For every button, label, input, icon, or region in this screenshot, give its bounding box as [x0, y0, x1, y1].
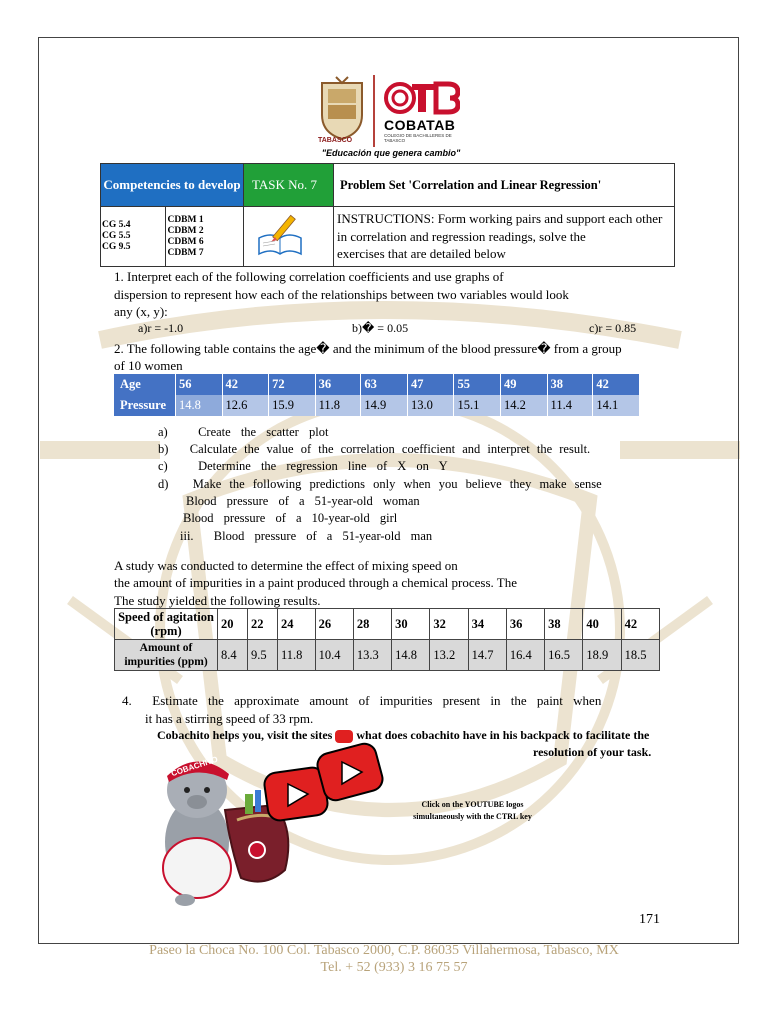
- help-text-end: what does cobachito have in his backpack to facilitate the: [356, 728, 650, 742]
- cdbm-list: [166, 207, 244, 267]
- prediction-item: Blood pressure of a 10-year-old girl: [183, 511, 398, 525]
- tabasco-label: TABASCO: [318, 137, 353, 144]
- age-label: Age: [114, 374, 176, 395]
- logo-divider: [373, 75, 375, 147]
- q1-line: any (x, y):: [114, 304, 168, 319]
- pressure-cell: 14.8: [176, 395, 223, 416]
- speed-cell: 22: [247, 609, 277, 640]
- problem-set-title: Problem Set 'Correlation and Linear Regression': [334, 164, 675, 207]
- q4-line: it has a stirring speed of 33 rpm.: [145, 711, 314, 726]
- impurity-cell: 18.9: [583, 640, 621, 671]
- speed-cell: 30: [392, 609, 430, 640]
- q2-task-b: b) Calculate the value of the correlation coefficient and interpret the result.: [158, 442, 591, 456]
- pressure-row: [114, 395, 640, 416]
- tabasco-coat-of-arms: [316, 75, 368, 145]
- age-cell: 38: [547, 374, 593, 395]
- pencil-notebook-cell: [244, 207, 334, 267]
- q2-task-c: c) Determine the regression line of X on Y: [158, 459, 448, 473]
- footer-address: Paseo la Choca No. 100 Col. Tabasco 2000, C.P. 86035 Villahermosa, Tabasco, MX: [149, 943, 619, 958]
- pressure-cell: 13.0: [407, 395, 454, 416]
- instructions-line: INSTRUCTIONS: Form working pairs and support each other: [337, 211, 663, 227]
- impurities-label: Amount of impurities (ppm): [115, 640, 218, 671]
- pressure-cell: 15.9: [269, 395, 316, 416]
- q1-option-a: a)r = -1.0: [138, 321, 184, 335]
- pressure-cell: 14.9: [361, 395, 408, 416]
- footer-phone: Tel. + 52 (933) 3 16 75 57: [320, 960, 468, 975]
- cobatab-name: COBATAB: [384, 117, 456, 133]
- competencies-cell: Competencies to develop: [101, 164, 244, 207]
- age-cell: 56: [176, 374, 223, 395]
- speed-cell: 40: [583, 609, 621, 640]
- speed-impurities-table: [114, 608, 660, 671]
- impurity-cell: 10.4: [315, 640, 353, 671]
- task-number-cell: TASK No. 7: [244, 164, 334, 207]
- click-note: [400, 799, 545, 823]
- impurity-cell: 11.8: [277, 640, 315, 671]
- help-text-start: Cobachito helps you, visit the sites: [157, 728, 333, 742]
- speed-cell: 34: [468, 609, 506, 640]
- q1-option-b: b)� = 0.05: [352, 321, 409, 335]
- cg-item: CG 9.5: [102, 242, 131, 252]
- pressure-cell: 15.1: [454, 395, 501, 416]
- age-cell: 36: [315, 374, 361, 395]
- speed-cell: 26: [315, 609, 353, 640]
- prediction-item: iii. Blood pressure of a 51-year-old man: [180, 529, 433, 543]
- help-line: [157, 727, 649, 744]
- pressure-cell: 14.1: [593, 395, 640, 416]
- pressure-cell: 11.8: [315, 395, 361, 416]
- impurity-cell: 8.4: [218, 640, 248, 671]
- age-cell: 55: [454, 374, 501, 395]
- speed-cell: 38: [545, 609, 583, 640]
- q4-line: 4. Estimate the approximate amount of impurities present in the paint when: [122, 693, 602, 708]
- pressure-cell: 11.4: [547, 395, 593, 416]
- q3-line: The study yielded the following results.: [114, 593, 321, 608]
- impurity-cell: 14.7: [468, 640, 506, 671]
- mascot-cap-text: COBACHITO: [170, 754, 219, 779]
- age-cell: 49: [501, 374, 548, 395]
- cobatab-subtitle: COLEGIO DE BACHILLERES DE TABASCO: [384, 133, 452, 143]
- age-cell: 42: [593, 374, 640, 395]
- instructions-cell: [334, 207, 675, 267]
- click-note-line: Click on the YOUTUBE logos: [421, 800, 524, 809]
- speed-row: [115, 609, 660, 640]
- instructions-line: in correlation and regression readings, solve the: [337, 228, 586, 244]
- q2-task-d: d) Make the following predictions only when you believe they make sense: [158, 477, 602, 491]
- cdbm-item: CDBM 1: [167, 214, 204, 225]
- speed-cell: 36: [506, 609, 544, 640]
- impurity-cell: 16.5: [545, 640, 583, 671]
- help-line-2: resolution of your task.: [533, 745, 652, 759]
- speed-cell: 42: [621, 609, 659, 640]
- q2-task-a: a) Create the scatter plot: [158, 425, 329, 439]
- impurity-cell: 18.5: [621, 640, 659, 671]
- age-cell: 42: [222, 374, 269, 395]
- task-header-table: [100, 163, 675, 267]
- age-cell: 47: [407, 374, 454, 395]
- slogan: "Educación que genera cambio": [321, 148, 461, 158]
- cg-item: CG 5.5: [102, 231, 131, 241]
- speed-cell: 32: [430, 609, 468, 640]
- impurity-cell: 16.4: [506, 640, 544, 671]
- impurity-cell: 14.8: [392, 640, 430, 671]
- impurity-cell: 13.3: [353, 640, 391, 671]
- speed-cell: 24: [277, 609, 315, 640]
- youtube-icon[interactable]: [335, 730, 353, 743]
- impurity-cell: 13.2: [430, 640, 468, 671]
- age-row: [114, 374, 640, 395]
- speed-label: Speed of agitation (rpm): [115, 609, 218, 640]
- q1-line: dispersion to represent how each of the relationships between two variables would look: [114, 287, 569, 302]
- prediction-item: Blood pressure of a 51-year-old woman: [186, 494, 420, 508]
- cg-item: CG 5.4: [102, 220, 131, 230]
- q3-line: A study was conducted to determine the effect of mixing speed on: [114, 558, 458, 573]
- page-number: 171: [639, 912, 660, 927]
- q2-line: 2. The following table contains the age� and the minimum of the blood pressure� from a group: [114, 341, 622, 356]
- q1-option-c: c)r = 0.85: [589, 321, 637, 335]
- pressure-cell: 14.2: [501, 395, 548, 416]
- speed-cell: 28: [353, 609, 391, 640]
- age-cell: 72: [269, 374, 316, 395]
- cdbm-item: CDBM 6: [167, 236, 204, 247]
- cg-list: [101, 207, 166, 267]
- cobatab-logo-icon: [384, 80, 460, 116]
- impurities-row: [115, 640, 660, 671]
- cdbm-item: CDBM 7: [167, 247, 204, 258]
- click-note-line: simultaneously with the CTRL key: [413, 812, 532, 821]
- pressure-label: Pressure: [114, 395, 176, 416]
- q1-line: 1. Interpret each of the following correlation coefficients and use graphs of: [114, 269, 504, 284]
- youtube-button-2[interactable]: [316, 742, 386, 804]
- age-cell: 63: [361, 374, 408, 395]
- impurity-cell: 9.5: [247, 640, 277, 671]
- pressure-cell: 12.6: [222, 395, 269, 416]
- pencil-notebook-icon: [245, 208, 315, 260]
- instructions-line: exercises that are detailed below: [337, 246, 506, 262]
- cdbm-item: CDBM 2: [167, 225, 204, 236]
- q2-line: of 10 women: [114, 358, 183, 373]
- speed-cell: 20: [218, 609, 248, 640]
- q3-line: the amount of impurities in a paint produced through a chemical process. The: [114, 575, 518, 590]
- age-pressure-table: [114, 374, 640, 416]
